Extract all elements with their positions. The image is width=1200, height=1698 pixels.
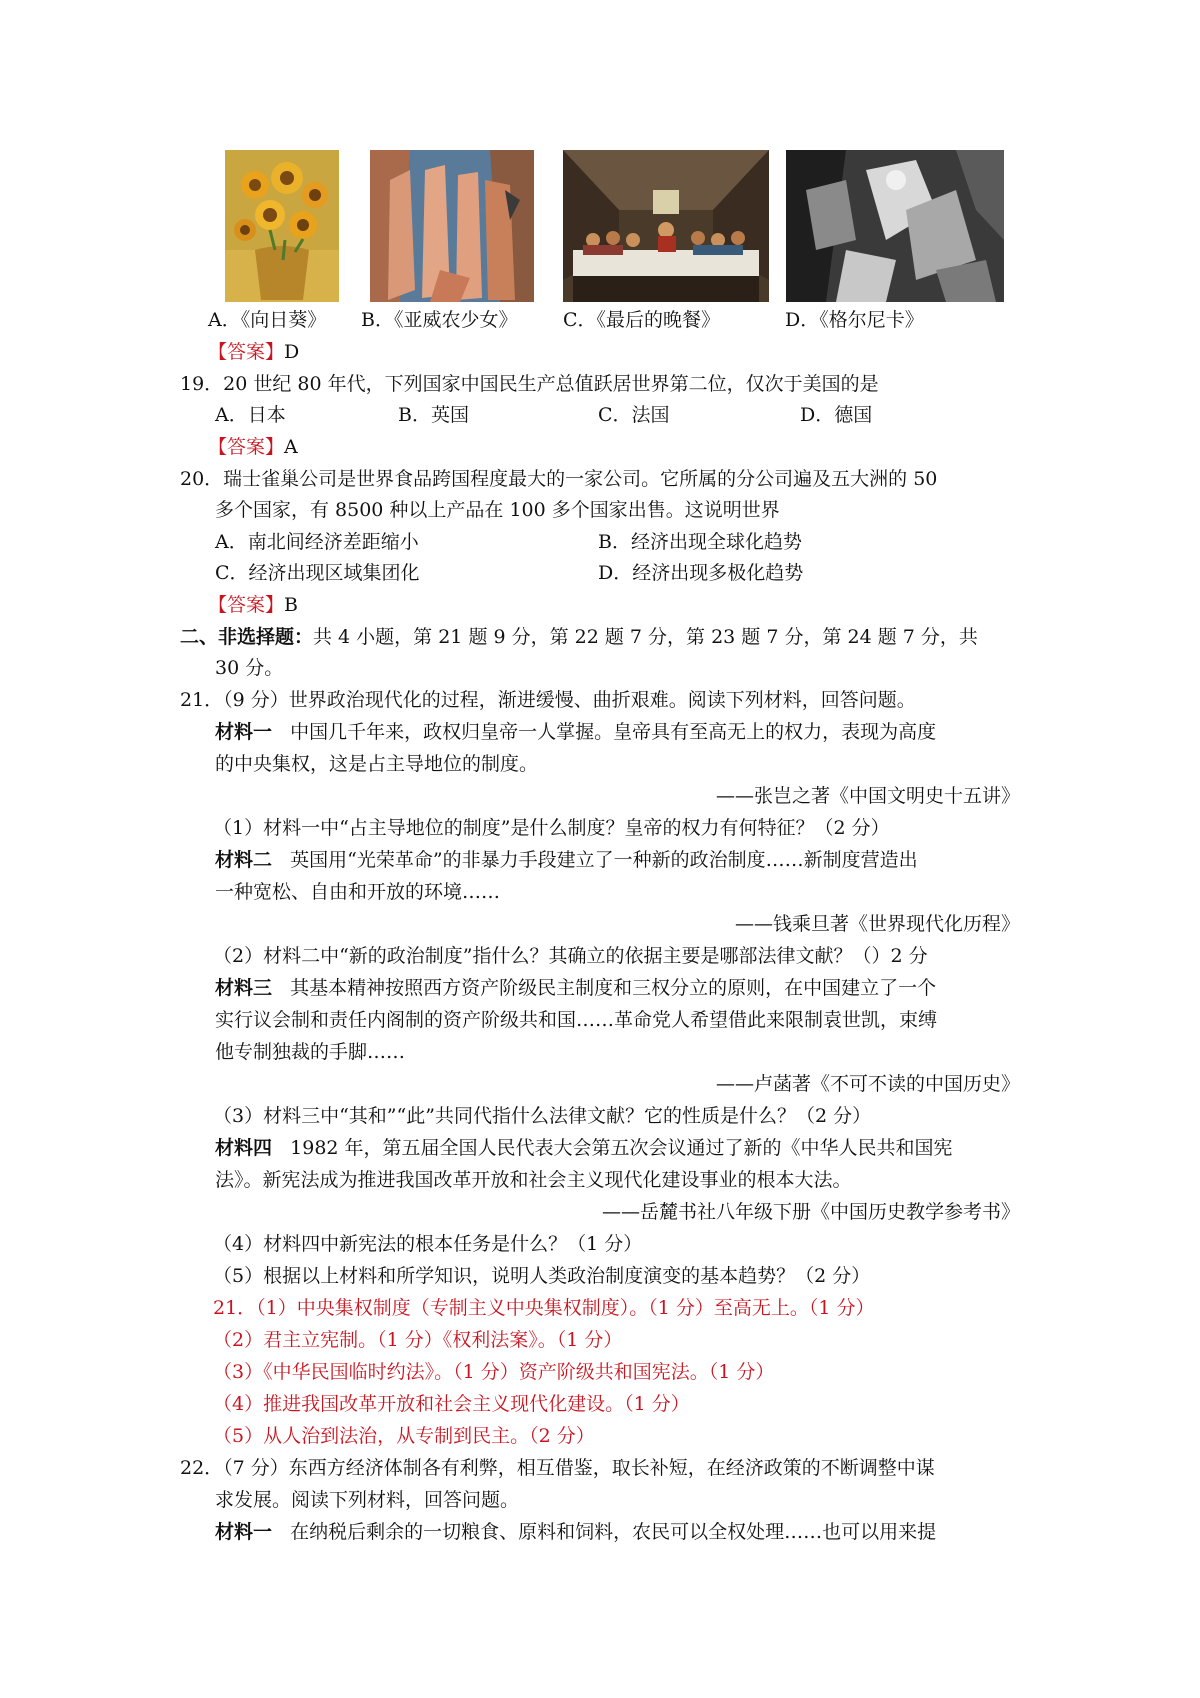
q21-material-1 — [215, 720, 936, 744]
q21-material-3-line-3: 他专制独裁的手脚…… — [215, 1041, 406, 1063]
section2-heading — [180, 625, 978, 649]
material-label: 材料四 — [215, 1137, 273, 1159]
material-label: 材料三 — [215, 977, 273, 999]
material-label: 材料一 — [215, 721, 273, 743]
material-label: 材料一 — [215, 1521, 273, 1543]
material-text: 其基本精神按照西方资产阶级民主制度和三权分立的原则，在中国建立了一个 — [290, 977, 937, 999]
q21-material-1-source: ——张岂之著《中国文明史十五讲》 — [715, 785, 1020, 807]
q22-stem-1: 22．（7 分）东西方经济体制各有利弊，相互借鉴，取长补短，在经济政策的不断调整中谋 — [180, 1457, 935, 1479]
q20-option-b: B．经济出现全球化趋势 — [598, 531, 802, 553]
q19-option-d: D．德国 — [800, 404, 873, 426]
q18-option-d: D．《格尔尼卡》 — [785, 309, 924, 331]
q21-answer-4: （4）推进我国改革开放和社会主义现代化建设。（1 分） — [213, 1393, 690, 1415]
answer-tag: 【答案】 — [208, 594, 285, 616]
q21-question-3: （3）材料三中“其和”“此”共同代指什么法律文献？它的性质是什么？（2 分） — [213, 1105, 872, 1127]
section2-title: 二、非选择题： — [180, 626, 314, 648]
q19-option-a: A．日本 — [215, 404, 286, 426]
section2-desc: 共 4 小题，第 21 题 9 分，第 22 题 7 分，第 23 题 7 分，第 24 题 7 分，共 — [313, 626, 978, 648]
q19-answer — [208, 435, 298, 459]
q20-option-d: D．经济出现多极化趋势 — [598, 562, 804, 584]
material-text: 1982 年，第五届全国人民代表大会第五次会议通过了新的《中华人民共和国宪 — [290, 1137, 953, 1159]
q21-answer-5: （5）从人治到法治，从专制到民主。（2 分） — [213, 1425, 595, 1447]
q18-answer — [208, 340, 299, 364]
q20-stem-1: 20．瑞士雀巢公司是世界食品跨国程度最大的一家公司。它所属的分公司遍及五大洲的 50 — [180, 468, 938, 490]
q22-stem-2: 求发展。阅读下列材料，回答问题。 — [215, 1489, 520, 1511]
material-text: 中国几千年来，政权归皇帝一人掌握。皇帝具有至高无上的权力，表现为高度 — [290, 721, 937, 743]
answer-tag: 【答案】 — [208, 436, 285, 458]
answer-value: B — [284, 594, 298, 616]
q19-stem: 19．20 世纪 80 年代，下列国家中国民生产总值跃居世界第二位，仅次于美国的是 — [180, 373, 879, 395]
q22-material-1 — [215, 1520, 936, 1544]
q18-option-b: B．《亚威农少女》 — [361, 309, 518, 331]
q21-answer-1: 21．（1）中央集权制度（专制主义中央集权制度）。（1 分）至高无上。（1 分） — [213, 1297, 875, 1319]
q20-stem-2: 多个国家，有 8500 种以上产品在 100 多个国家出售。这说明世界 — [215, 499, 780, 521]
answer-value: D — [284, 341, 300, 363]
q21-material-1-line-2: 的中央集权，这是占主导地位的制度。 — [215, 753, 539, 775]
q20-option-c: C．经济出现区域集团化 — [215, 562, 420, 584]
material-label: 材料二 — [215, 849, 273, 871]
answer-tag: 【答案】 — [208, 341, 285, 363]
q21-question-2: （2）材料二中“新的政治制度”指什么？其确立的依据主要是哪部法律文献？（）2 分 — [213, 945, 928, 967]
answer-value: A — [284, 436, 298, 458]
q21-answer-2: （2）君主立宪制。（1 分）《权利法案》。（1 分） — [213, 1329, 623, 1351]
q21-question-5: （5）根据以上材料和所学知识，说明人类政治制度演变的基本趋势？（2 分） — [213, 1265, 871, 1287]
section2-desc-2: 30 分。 — [215, 657, 284, 679]
q21-question-4: （4）材料四中新宪法的根本任务是什么？（1 分） — [213, 1233, 643, 1255]
q21-material-2-source: ——钱乘旦著《世界现代化历程》 — [734, 913, 1020, 935]
q21-material-2-line-2: 一种宽松、自由和开放的环境…… — [215, 881, 501, 903]
q18-option-c: C．《最后的晚餐》 — [563, 309, 721, 331]
q21-material-4 — [215, 1136, 953, 1160]
q21-material-4-source: ——岳麓书社八年级下册《中国历史教学参考书》 — [601, 1201, 1020, 1223]
q20-answer — [208, 593, 298, 617]
q21-material-4-line-2: 法》。新宪法成为推进我国改革开放和社会主义现代化建设事业的根本大法。 — [215, 1169, 852, 1191]
q19-option-b: B．英国 — [398, 404, 469, 426]
q21-material-3-source: ——卢菡著《不可不读的中国历史》 — [715, 1073, 1020, 1095]
guernica-image — [786, 150, 1004, 302]
q18-option-a: A．《向日葵》 — [208, 309, 327, 331]
q21-stem: 21．（9 分）世界政治现代化的过程，渐进缓慢、曲折艰难。阅读下列材料，回答问题。 — [180, 689, 916, 711]
q19-option-c: C．法国 — [598, 404, 670, 426]
q20-option-a: A．南北间经济差距缩小 — [215, 531, 419, 553]
material-text: 在纳税后剩余的一切粮食、原料和饲料，农民可以全权处理……也可以用来提 — [290, 1521, 937, 1543]
q21-material-3 — [215, 976, 936, 1000]
material-text: 英国用“光荣革命”的非暴力手段建立了一种新的政治制度……新制度营造出 — [290, 849, 918, 871]
sunflowers-image — [225, 150, 339, 302]
demoiselles-image — [370, 150, 534, 302]
q21-answer-3: （3）《中华民国临时约法》。（1 分）资产阶级共和国宪法。（1 分） — [213, 1361, 775, 1383]
q21-material-2 — [215, 848, 918, 872]
last-supper-image — [563, 150, 769, 302]
q21-question-1: （1）材料一中“占主导地位的制度”是什么制度？皇帝的权力有何特征？（2 分） — [213, 817, 890, 839]
q21-material-3-line-2: 实行议会制和责任内阁制的资产阶级共和国……革命党人希望借此来限制袁世凯，束缚 — [215, 1009, 938, 1031]
